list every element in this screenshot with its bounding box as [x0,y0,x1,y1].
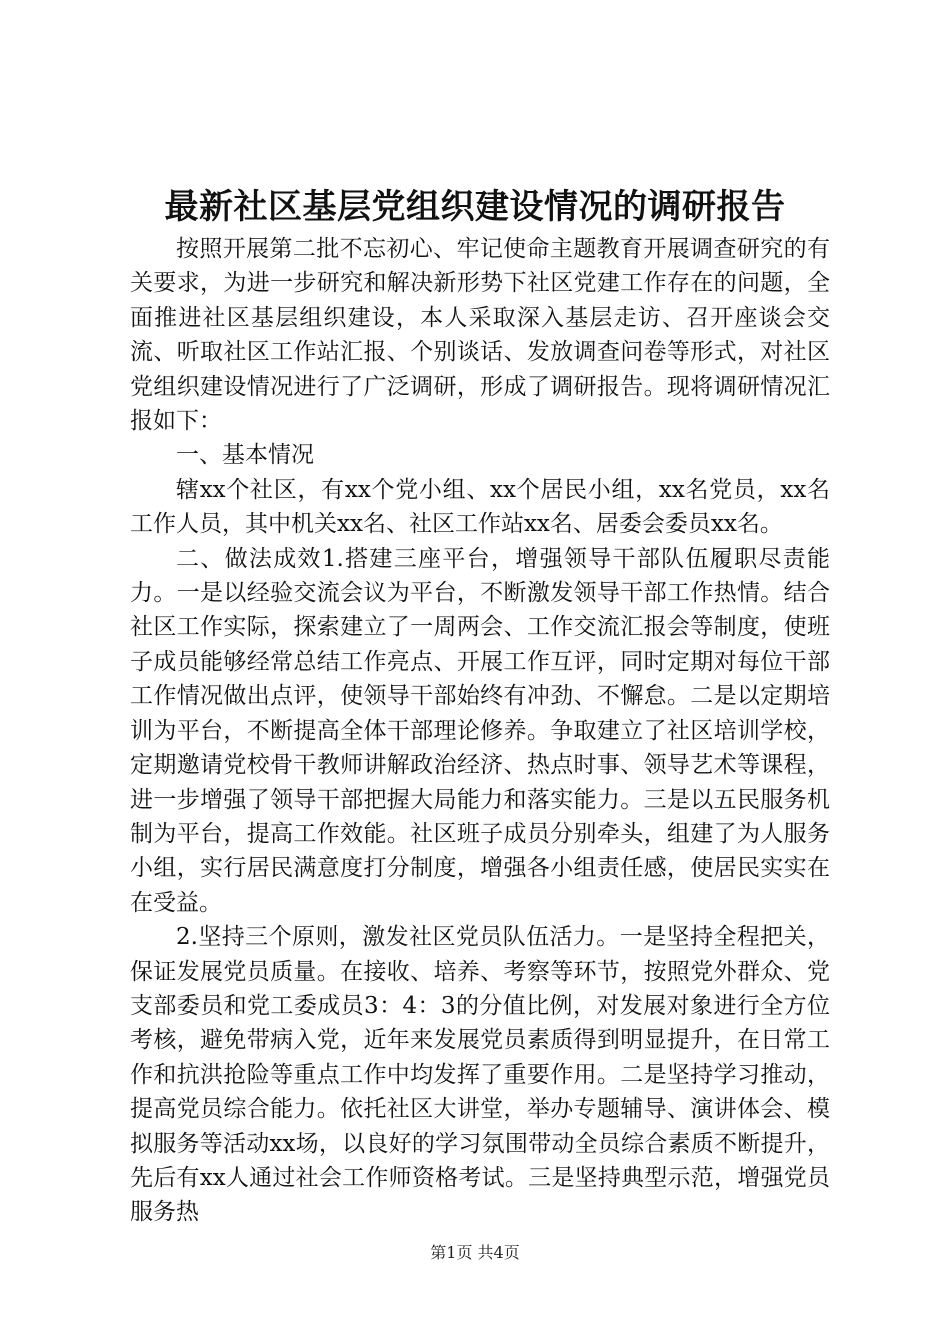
page-footer: 第1页 共4页 [430,1243,520,1262]
document-title: 最新社区基层党组织建设情况的调研报告 [164,187,786,227]
paragraph-intro: 按照开展第二批不忘初心、牢记使命主题教育开展调查研究的有关要求，为进一步研究和解决新形势下社区党建工作存在的问题，全面推进社区基层组织建设，本人采取深入基层走访、召开座谈会交流、听取社区工作站汇报、个别谈话、发放调查问卷等形式，对社区党组织建设情况进行了广泛调研，形成了调研报告。现将调研情况汇报如下： [130,236,830,435]
paragraph-three-principles: 2.坚持三个原则，激发社区党员队伍活力。一是坚持全程把关，保证发展党员质量。在接收、培养、考察等环节，按照党外群众、党支部委员和党工委成员3：4：3的分值比例，对发展对象进行全方位考核，避免带病入党，近年来发展党员素质得到明显提升，在日常工作和抗洪抢险等重点工作中均发挥了重要作用。二是坚持学习推动，提高党员综合能力。依托社区大讲堂，举办专题辅导、演讲体会、模拟服务等活动xx场，以良好的学习氛围带动全员综合素质不断提升，先后有xx人通过社会工作师资格考试。三是坚持典型示范，增强党员服务热 [130,924,830,1226]
paragraph-basic-situation: 辖xx个社区，有xx个党小组、xx个居民小组，xx名党员，xx名工作人员，其中机关xx名、社区工作站xx名、居委会委员xx名。 [130,476,830,538]
document-body [130,232,830,1230]
section-heading-basic-situation: 一、基本情况 [176,442,314,469]
paragraph-practices-results: 二、做法成效1.搭建三座平台，增强领导干部队伍履职尽责能力。一是以经验交流会议为平台，不断激发领导干部工作热情。结合社区工作实际，探索建立了一周两会、工作交流汇报会等制度，使班子成员能够经常总结工作亮点、开展工作互评，同时定期对每位干部工作情况做出点评，使领导干部始终有冲劲、不懈怠。二是以定期培训为平台，不断提高全体干部理论修养。争取建立了社区培训学校，定期邀请党校骨干教师讲解政治经济、热点时事、领导艺术等课程，进一步增强了领导干部把握大局能力和落实能力。三是以五民服务机制为平台，提高工作效能。社区班子成员分别牵头，组建了为人服务小组，实行居民满意度打分制度，增强各小组责任感，使居民实实在在受益。 [130,545,830,916]
